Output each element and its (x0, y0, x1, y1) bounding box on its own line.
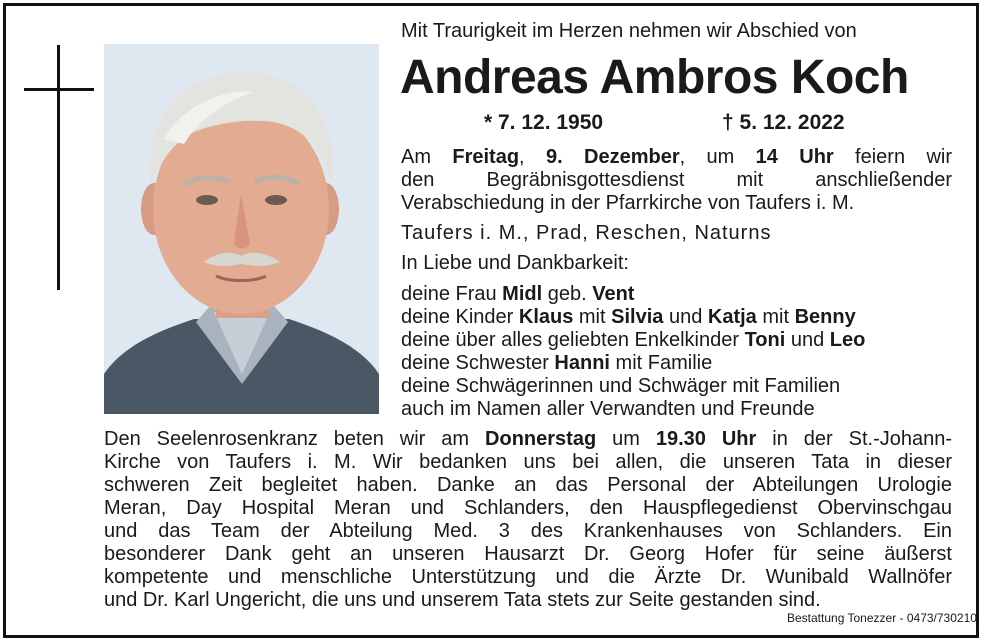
places-text: Taufers i. M., Prad, Reschen, Naturns (401, 222, 772, 244)
intro-text: Mit Traurigkeit im Herzen nehmen wir Abschied von (401, 20, 857, 42)
family-line-4: deine Schwester Hanni mit Familie (401, 352, 713, 374)
closing-line-4: Meran, Day Hospital Meran und Schlanders, den Hauspflegedienst Obervinschgau (104, 497, 952, 519)
closing-line-7: kompetente und menschliche Unterstützung und die Ärzte Dr. Wunibald Wallnöfer (104, 566, 952, 588)
cross-icon-bar (24, 88, 94, 91)
death-date: † 5. 12. 2022 (722, 111, 845, 134)
closing-line-5: und das Team der Abteilung Med. 3 des Krankenhauses von Schlanders. Ein (104, 520, 952, 542)
family-line-1: deine Frau Midl geb. Vent (401, 283, 635, 305)
love-text: In Liebe und Dankbarkeit: (401, 252, 629, 274)
closing-line-8: und Dr. Karl Ungericht, die uns und unserem Tata stets zur Seite gestanden sind. (104, 589, 821, 611)
service-line-3: Verabschiedung in der Pfarrkirche von Taufers i. M. (401, 192, 855, 214)
closing-line-6: besonderer Dank geht an unseren Hausarzt Dr. Georg Hofer für seine äußerst (104, 543, 952, 565)
closing-line-1: Den Seelenrosenkranz beten wir am Donnerstag um 19.30 Uhr in der St.-Johann- (104, 428, 952, 450)
birth-date: * 7. 12. 1950 (484, 111, 604, 134)
family-line-6: auch im Namen aller Verwandten und Freunde (401, 398, 815, 420)
family-line-3: deine über alles geliebten Enkelkinder Toni und Leo (401, 329, 866, 351)
service-line-1: Am Freitag, 9. Dezember, um 14 Uhr feiern wir (401, 146, 952, 168)
family-line-2: deine Kinder Klaus mit Silvia und Katja mit Benny (401, 306, 856, 328)
portrait-photo (104, 44, 379, 414)
deceased-name: Andreas Ambros Koch (400, 51, 909, 104)
service-line-2: den Begräbnisgottesdienst mit anschließender (401, 169, 952, 191)
closing-line-3: schweren Zeit begleitet haben. Danke an das Personal der Abteilungen Urologie (104, 474, 952, 496)
footer-funeral-home: Bestattung Tonezzer - 0473/730210 (787, 611, 977, 625)
cross-icon (57, 45, 60, 290)
family-line-5: deine Schwägerinnen und Schwäger mit Familien (401, 375, 841, 397)
closing-line-2: Kirche von Taufers i. M. Wir bedanken uns bei allen, die unseren Tata in dieser (104, 451, 952, 473)
